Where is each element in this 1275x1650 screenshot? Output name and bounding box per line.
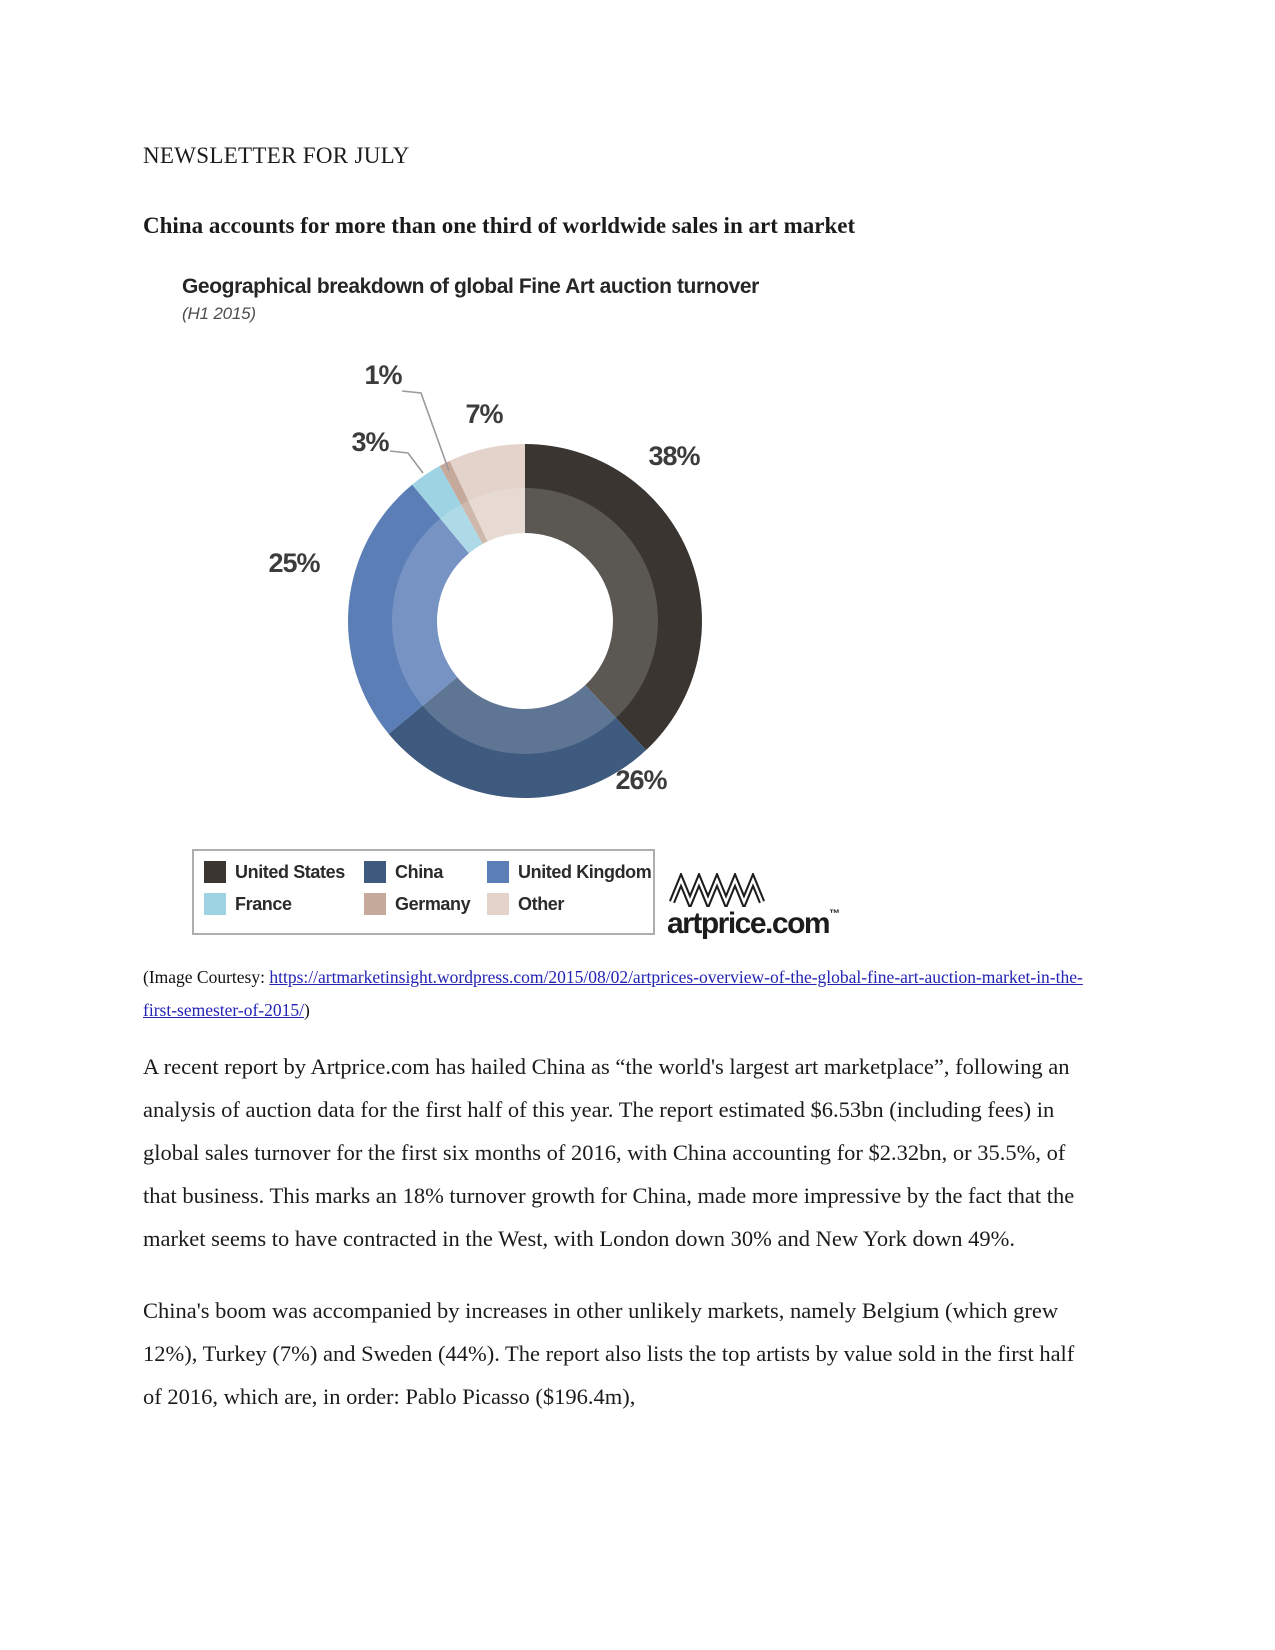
legend-item-china <box>364 861 487 883</box>
trademark-symbol: ™ <box>829 908 841 920</box>
legend-label: United Kingdom <box>518 861 652 882</box>
legend-grid <box>194 851 653 915</box>
legend-label: China <box>395 861 444 882</box>
legend-swatch-china <box>364 861 386 883</box>
chart-title: Geographical breakdown of global Fine Art auction turnover <box>182 275 759 298</box>
page-content <box>143 143 1098 1418</box>
pct-label-united-states: 38% <box>648 441 700 471</box>
legend-item-other <box>487 893 653 915</box>
article-headline: China accounts for more than one third of worldwide sales in art market <box>143 213 856 238</box>
image-courtesy-line <box>143 961 1098 1027</box>
pct-label-other: 7% <box>465 399 503 429</box>
chart-figure <box>143 275 1098 947</box>
legend-label: United States <box>235 861 345 882</box>
chart-subtitle: (H1 2015) <box>182 304 256 323</box>
page-title: NEWSLETTER FOR JULY <box>143 143 410 168</box>
article-paragraph-1: A recent report by Artprice.com has hailed China as “the world's largest art marketplace”, following an analysis of auction data for the first half of this year. The report estimated $6.53bn (including fees) in global sales turnover for the first six months of 2016, with China accounting for $2.32bn, or 35.5%, of that business. This marks an 18% turnover growth for China, made more impressive by the fact that the market seems to have contracted in the West, with London down 30% and New York down 49%. <box>143 1054 1075 1251</box>
chart-legend <box>192 849 655 935</box>
legend-swatch-germany <box>364 893 386 915</box>
article-paragraph-2: China's boom was accompanied by increases in other unlikely markets, namely Belgium (which grew 12%), Turkey (7%) and Sweden (44%). The report also lists the top artists by value sold in the first half of 2016, which are, in order: Pablo Picasso ($196.4m), <box>143 1298 1075 1409</box>
artprice-wordmark <box>667 909 887 939</box>
pct-label-france: 3% <box>351 427 389 457</box>
legend-item-france <box>204 893 364 915</box>
zigzag-mountains-icon <box>669 873 765 907</box>
legend-item-united-states <box>204 861 364 883</box>
legend-swatch-united-kingdom <box>487 861 509 883</box>
pct-label-china: 26% <box>615 765 667 795</box>
legend-swatch-france <box>204 893 226 915</box>
leader-line-france <box>390 451 423 473</box>
artprice-wordmark-text: artprice.com <box>667 907 830 940</box>
pct-label-germany: 1% <box>364 360 402 390</box>
legend-label: Other <box>518 893 565 914</box>
legend-item-united-kingdom <box>487 861 653 883</box>
artprice-logo <box>667 873 887 939</box>
donut-inner-highlight <box>415 511 636 732</box>
leader-line-germany <box>402 391 449 471</box>
legend-label: France <box>235 893 292 914</box>
legend-swatch-united-states <box>204 861 226 883</box>
legend-item-germany <box>364 893 487 915</box>
courtesy-prefix: (Image Courtesy: <box>143 967 270 987</box>
pct-label-united-kingdom: 25% <box>268 548 320 578</box>
legend-swatch-other <box>487 893 509 915</box>
donut-chart <box>160 339 860 819</box>
courtesy-link[interactable]: https://artmarketinsight.wordpress.com/2015/08/02/artprices-overview-of-the-global-fine-art-auction-market-in-the-first-semester-of-2015/ <box>143 967 1083 1020</box>
courtesy-suffix: ) <box>304 1000 310 1020</box>
legend-label: Germany <box>395 893 471 914</box>
